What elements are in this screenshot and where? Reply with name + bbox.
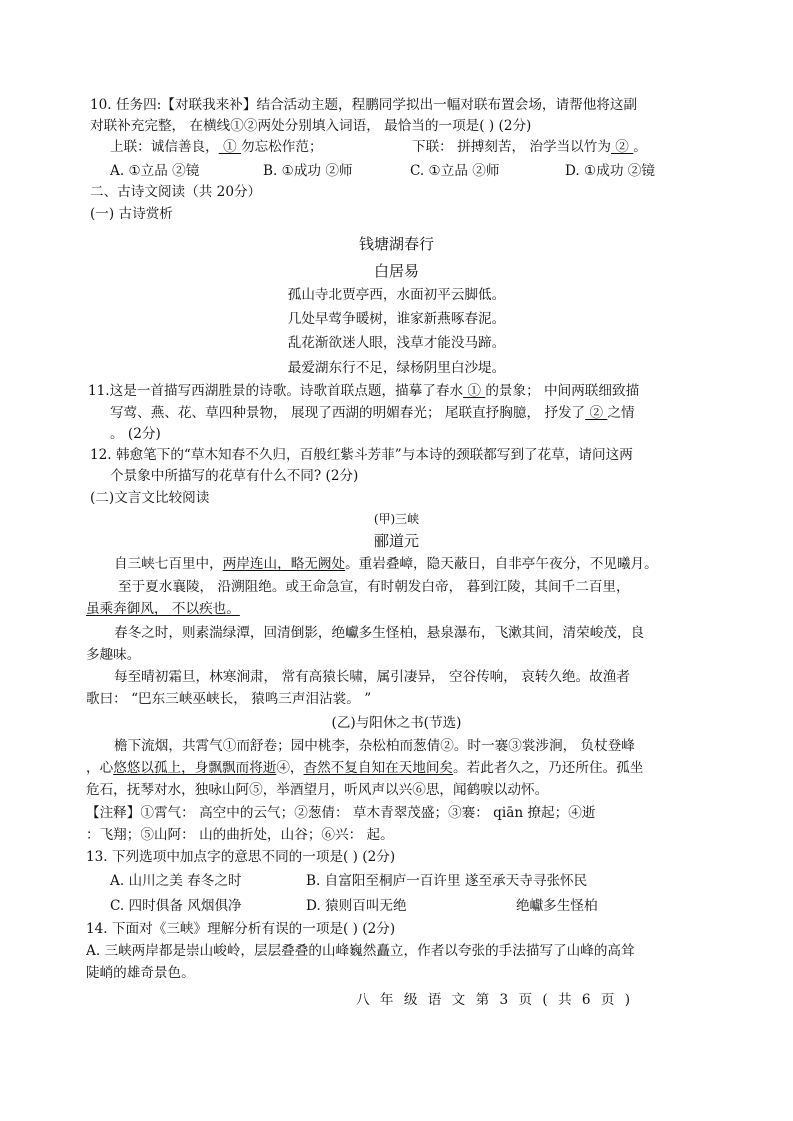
couplet-lower-label: 下联： 拼搏刻苦， 治学当以竹为 — [412, 139, 611, 155]
passage-a-author: 郦道元 — [373, 532, 419, 550]
couplet-lower-end: 。 — [633, 139, 647, 155]
q10-line2: 对联补充完整， 在横线①②两处分别填入词语， 最恰当的一项是( ) (2分) — [90, 118, 532, 134]
q12-line2: 个景象中所描写的花草有什么不同? (2分) — [110, 468, 359, 484]
poem-line: 乱花渐欲迷人眼，浅草才能没马蹄。 — [287, 335, 506, 351]
poem-line: 最爱湖东行不足，绿杨阴里白沙堤。 — [287, 360, 506, 376]
q13-option-d: D. 猿则百叫无绝 — [306, 898, 407, 914]
poem-line: 几处早莺争暖树，谁家新燕啄春泥。 — [287, 311, 506, 327]
passage-b-p2: ，心悠悠以孤上，身飘飘而将逝④，杳然不复自知在天地间矣。若此者久之，乃还所住。孤坐 — [86, 760, 644, 776]
passage-b-note1: 【注释】①霄气： 高空中的云气；②葱倩： 草木青翠茂盛；③褰： qiān 撩起；④逝 — [86, 805, 596, 821]
passage-b-p3: 危石，抚琴对水，独咏山阿⑤，举酒望月，听风声以兴⑥思，闻鹤唳以动怀。 — [86, 782, 549, 798]
couplet-upper-rest: 勿忘松作范； — [241, 139, 323, 155]
q10-option-b: B. ①成功 ②师 — [263, 163, 353, 179]
passage-a-p3-cont: 多趣味。 — [86, 647, 141, 663]
q10-line1: 10. 任务四:【对联我来补】结合活动主题，程鹏同学拟出一幅对联布置会场，请帮他将这副 — [90, 97, 638, 113]
q14-option-a: A. 三峡两岸都是崇山峻岭，层层叠叠的山峰巍然矗立，作者以夸张的手法描写了山峰的高耸 — [86, 943, 635, 959]
couplet-upper-label: 上联：诚信善良， — [110, 139, 219, 155]
passage-a-p3: 春冬之时，则素湍绿潭，回清倒影，绝巘多生怪柏，悬泉瀑布，飞漱其间，清荣峻茂，良 — [114, 625, 645, 641]
q10-couplet-lower — [412, 138, 647, 156]
passage-a-p4-cont: 歌曰： “巴东三峡巫峡长， 猿鸣三声泪沾裳。 ” — [86, 691, 372, 707]
q10-option-d: D. ①成功 ②镜 — [565, 163, 655, 179]
passage-b-p1: 檐下流烟，共霄气①而舒卷；园中桃李，杂松柏而葱倩②。时一褰③裳涉涧， 负杖登峰 — [114, 738, 635, 754]
q11-line1: 11.这是一首描写西湖胜景的诗歌。诗歌首联点题，描摹了春水 ① 的景象； 中间两联细致描 — [88, 383, 640, 399]
q10-couplet — [110, 138, 323, 156]
q13-option-c: C. 四时俱备 风烟俱净 — [110, 898, 242, 914]
subsection-title: (一) 古诗赏析 — [90, 206, 173, 222]
q13-option-a: A. 山川之美 春冬之时 — [110, 873, 242, 889]
q14-stem: 14. 下面对《三峡》理解分析有误的一项是( ) (2分) — [86, 921, 396, 937]
blank-1: ① — [218, 139, 241, 155]
section-title: 二、古诗文阅读（共 20分） — [90, 184, 262, 200]
q11-line2: 写莺、燕、花、草四种景物， 展现了西湖的明媚春光； 尾联直抒胸臆， 抒发了 ② 之情 — [110, 405, 635, 421]
passage-b-note2: ：飞翔；⑤山阿： 山的曲折处，山谷；⑥兴： 起。 — [86, 827, 394, 843]
poem-title: 钱塘湖春行 — [358, 235, 434, 253]
q11-line3: 。 (2分) — [110, 426, 161, 442]
q10-option-c: C. ①立品 ②师 — [410, 163, 500, 179]
page-footer: 八 年 级 语 文 第 3 页 ( 共 6 页 ) — [356, 992, 631, 1008]
passage-b-title: (乙)与阳休之书(节选) — [331, 715, 462, 731]
poem-line: 孤山寺北贾亭西，水面初平云脚低。 — [287, 287, 506, 303]
passage-a-title: (甲)三峡 — [373, 512, 420, 526]
q14-option-a-cont: 陡峭的雄奇景色。 — [86, 965, 195, 981]
poem-author: 白居易 — [373, 262, 419, 280]
q13-option-b: B. 自富阳至桐庐一百许里 遂至承天寺寻张怀民 — [306, 873, 588, 889]
passage-a-p4: 每至晴初霜旦，林寒涧肃， 常有高猿长啸，属引凄异， 空谷传响， 哀转久绝。故渔者 — [114, 669, 630, 685]
subsection-title-2: (二)文言文比较阅读 — [90, 490, 210, 506]
q12-line1: 12. 韩愈笔下的“草木知春不久归，百般红紫斗芳菲”与本诗的颈联都写到了花草，请问这两 — [90, 447, 633, 463]
q10-option-a: A. ①立品 ②镜 — [110, 163, 200, 179]
passage-a-p2: 至于夏水襄陵， 沿溯阻绝。或王命急宣，有时朝发白帝， 暮到江陵，其间千二百里， — [118, 579, 630, 595]
passage-a-p2-underlined: 虽乘奔御风， 不以疾也。 — [86, 601, 240, 617]
q13-stem: 13. 下列选项中加点字的意思不同的一项是( ) (2分) — [86, 849, 396, 865]
q11-blank-1: ① — [463, 383, 486, 399]
passage-a-p1: 自三峡七百里中，两岸连山，略无阙处。重岩叠嶂，隐天蔽日，自非亭午夜分，不见曦月。 — [114, 556, 658, 572]
blank-2: ② — [610, 139, 634, 155]
q11-blank-2: ② — [585, 405, 608, 421]
q13-option-d2: 绝巘多生怪柏 — [516, 898, 598, 914]
